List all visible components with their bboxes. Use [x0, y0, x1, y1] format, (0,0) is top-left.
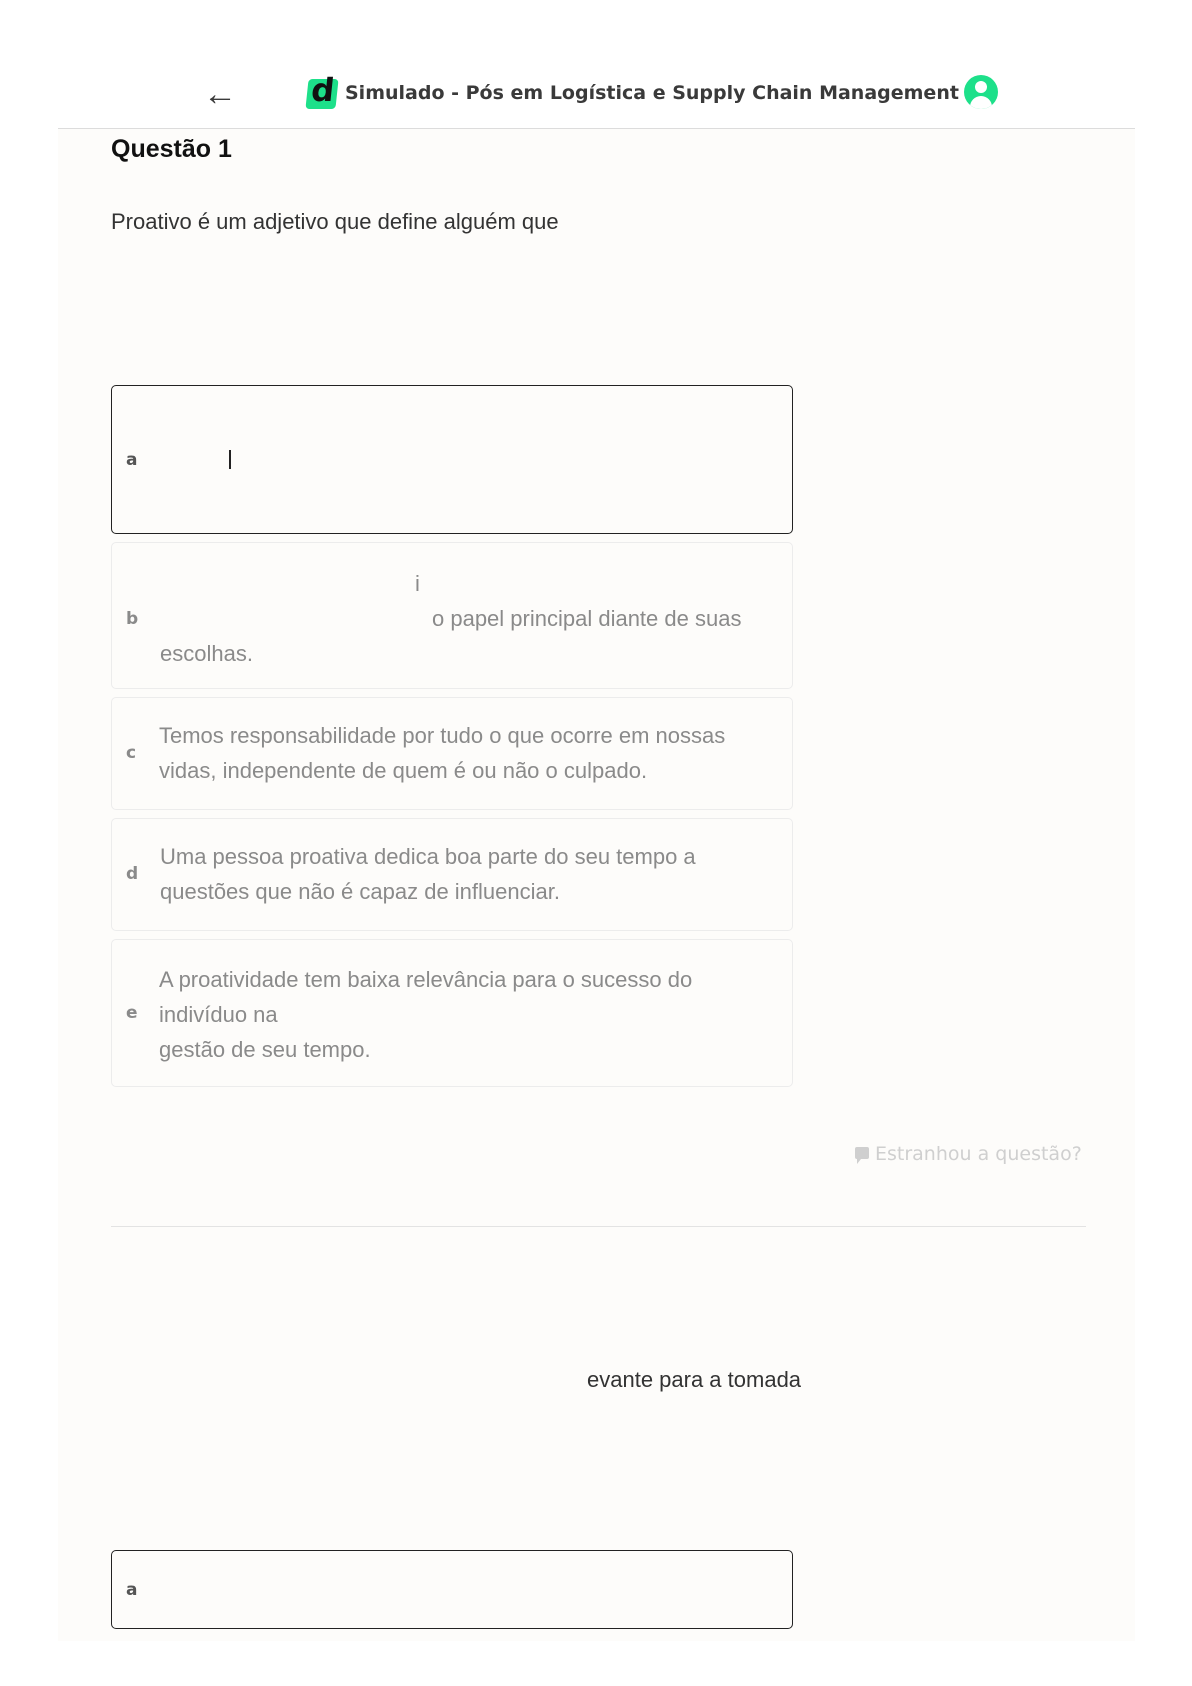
option-letter: b	[126, 609, 139, 629]
page-title: Simulado - Pós em Logística e Supply Chain Management	[345, 82, 959, 104]
text-cursor	[229, 450, 231, 469]
option-letter: e	[126, 1003, 138, 1023]
question-title: Questão 1	[111, 135, 232, 163]
back-arrow-icon[interactable]: ←	[203, 75, 237, 113]
report-label: Estranhou a questão?	[875, 1143, 1082, 1165]
option-letter: d	[126, 864, 139, 884]
question-text: evante para a tomada	[587, 1367, 802, 1392]
option-a[interactable]	[111, 385, 793, 534]
option-e[interactable]	[111, 939, 793, 1087]
report-question-link[interactable]	[855, 1141, 1082, 1167]
comment-icon	[855, 1147, 869, 1159]
option-letter: a	[126, 1580, 138, 1600]
option-letter: c	[126, 743, 137, 763]
option-text: indivíduo na	[159, 1002, 278, 1027]
logo-icon: d	[305, 79, 338, 109]
option-text: Uma pessoa proativa dedica boa parte do seu tempo a	[160, 844, 696, 869]
option-text: escolhas.	[160, 641, 253, 666]
option-text: questões que não é capaz de influenciar.	[160, 879, 560, 904]
question-text: Proativo é um adjetivo que define alguém que	[111, 209, 559, 234]
option-a[interactable]	[111, 1550, 793, 1629]
option-b[interactable]	[111, 542, 793, 689]
top-bar	[0, 0, 1192, 128]
option-c[interactable]	[111, 697, 793, 810]
option-letter: a	[126, 450, 138, 470]
option-text: vidas, independente de quem é ou não o culpado.	[159, 758, 648, 783]
option-text: Temos responsabilidade por tudo o que ocorre em nossas	[159, 723, 726, 748]
user-avatar-icon[interactable]	[964, 75, 998, 109]
option-text: i	[415, 571, 420, 596]
option-text: gestão de seu tempo.	[159, 1037, 371, 1062]
option-text: A proatividade tem baixa relevância para o sucesso do	[159, 967, 693, 992]
option-d[interactable]	[111, 818, 793, 931]
option-text: o papel principal diante de suas	[432, 606, 742, 631]
question-divider	[111, 1226, 1086, 1227]
